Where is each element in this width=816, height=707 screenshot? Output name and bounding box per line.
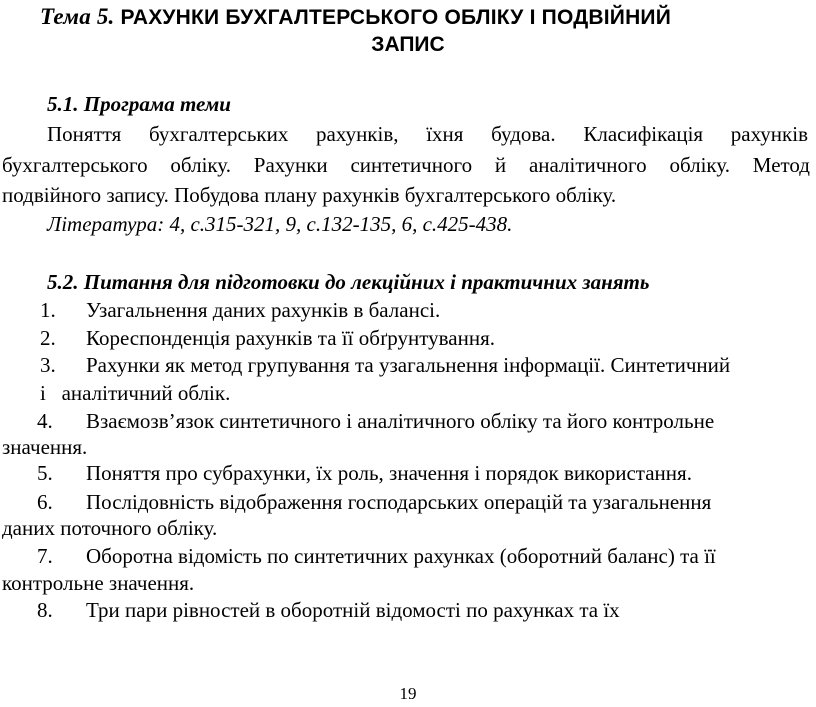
page-title — [40, 4, 671, 30]
page-number: 19 — [399, 684, 417, 703]
list-item: 8. Три пари рівностей в оборотній відомості по рахунках та їх — [37, 598, 620, 622]
paragraph-line-2: бухгалтерського обліку. Рахунки синтетичного й аналітичного обліку. Метод — [2, 153, 810, 177]
list-item-continuation: значення. — [2, 435, 88, 459]
list-item: 4. Взаємозв’язок синтетичного і аналітичного обліку та його контрольне — [37, 409, 715, 433]
paragraph-line-3: подвійного запису. Побудова плану рахунків бухгалтерського обліку. — [2, 183, 617, 207]
list-item-continuation: і аналітичний облік. — [40, 381, 231, 405]
list-item: 7. Оборотна відомість по синтетичних рахунках (оборотний баланс) та її — [37, 544, 716, 568]
list-item: 1. Узагальнення даних рахунків в балансі. — [40, 298, 441, 322]
list-item-continuation: контрольне значення. — [2, 571, 195, 595]
section-heading-program: 5.1. Програма теми — [47, 92, 231, 116]
paragraph-line-1: Поняття бухгалтерських рахунків, їхня будова. Класифікація рахунків — [47, 122, 808, 146]
title-prefix: Тема 5. — [40, 4, 115, 29]
literature-reference: Література: 4, с.315-321, 9, с.132-135, 6, с.425-438. — [47, 212, 513, 236]
title-text-line1: РАХУНКИ БУХГАЛТЕРСЬКОГО ОБЛІКУ І ПОДВІЙНИЙ — [120, 6, 672, 29]
list-item: 5. Поняття про субрахунки, їх роль, значення і порядок використання. — [37, 461, 692, 485]
list-item: 2. Кореспонденція рахунків та її обґрунтування. — [40, 326, 495, 350]
list-item: 3. Рахунки як метод групування та узагальнення інформації. Синтетичний — [40, 353, 731, 377]
list-item: 6. Послідовність відображення господарських операцій та узагальнення — [37, 490, 712, 514]
list-item-continuation: даних поточного обліку. — [2, 516, 218, 540]
title-text-line2: ЗАПИС — [371, 33, 445, 56]
section-heading-questions: 5.2. Питання для підготовки до лекційних і практичних занять — [47, 270, 650, 294]
